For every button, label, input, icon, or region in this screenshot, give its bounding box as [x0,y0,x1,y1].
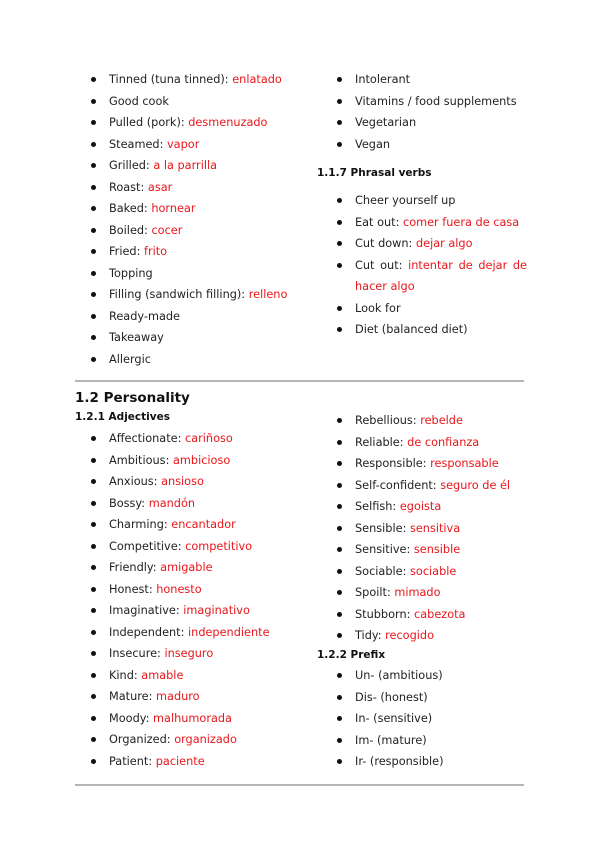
bullet-icon [337,633,342,638]
term-english: Steamed: [109,137,167,151]
list-item [91,729,270,751]
list-item [91,665,270,687]
term-spanish: cabezota [414,607,466,621]
term-english: Sociable: [355,564,411,578]
bullet-icon [91,737,96,742]
term-english: Spoilt: [355,586,395,599]
list-item [91,349,287,371]
term-english: Good cook [109,94,169,108]
list-item [337,112,517,134]
term-spanish: inseguro [164,647,214,660]
adjectives-heading: 1.2.1 Adjectives [75,411,170,423]
term-english: Ambitious: [109,453,173,467]
bullet-icon [91,565,96,570]
term-spanish: sensible [413,543,461,556]
bullet-icon [337,142,342,147]
list-item [91,134,287,156]
bullet-icon [91,501,96,506]
bullet-icon [337,738,342,743]
list-item [91,579,270,601]
list-item [91,112,287,134]
term-spanish: comer fuera de casa [402,215,520,229]
term-english: Independent: [109,625,189,639]
list-item [337,496,510,518]
bullet-icon [337,241,342,246]
term-english: Tinned (tuna tinned): [109,73,233,86]
list-item [91,471,270,493]
list-item [337,410,510,432]
list-item [337,730,444,752]
bullet-icon [91,608,96,613]
term-spanish: intentar de dejar de hacer algo [355,258,527,293]
term-english: Pulled (pork): [109,116,189,129]
bullet-icon [337,306,342,311]
term-spanish: asar [147,180,173,194]
bullet-icon [91,99,96,104]
bullet-icon [91,335,96,340]
bullet-icon [337,483,342,488]
bullet-icon [91,314,96,319]
list-item [91,177,287,199]
list-item [91,263,287,285]
list-item [91,241,287,263]
list-item [91,708,270,730]
adjectives-list-left [91,428,270,772]
list-item [91,622,270,644]
term-spanish: independiente [188,625,270,639]
term-spanish: hornear [151,202,196,215]
list-item [337,665,444,687]
term-spanish: malhumorada [153,711,232,725]
bullet-icon [91,716,96,721]
list-item [91,69,287,91]
bullet-icon [91,249,96,254]
term-english: Ir- (responsible) [355,755,444,768]
term-spanish: amigable [160,561,213,574]
list-item [91,751,270,773]
bullet-icon [91,630,96,635]
term-english: Honest: [109,582,157,596]
bullet-icon [91,544,96,549]
term-english: Mature: [109,690,157,703]
term-spanish: mimado [394,586,441,599]
term-spanish: sociable [410,564,457,578]
list-item [91,284,287,306]
term-spanish: sensitiva [409,521,461,535]
term-spanish: dejar algo [415,237,473,250]
list-item [337,561,510,583]
bullet-icon [337,695,342,700]
term-english: Anxious: [109,475,162,488]
list-item [337,319,527,341]
bullet-icon [91,142,96,147]
term-english: Boiled: [109,223,152,237]
food-list-left [91,69,287,370]
list-item [337,134,517,156]
bullet-icon [337,220,342,225]
list-item [91,198,287,220]
list-item [337,687,444,709]
term-english: Roast: [109,180,148,194]
term-english: Look for [355,301,401,315]
page-bottom-divider [75,784,524,786]
bullet-icon [91,120,96,125]
bullet-icon [337,99,342,104]
term-english: Sensible: [355,521,410,535]
bullet-icon [337,504,342,509]
term-spanish: organizado [174,733,237,746]
term-spanish: ansioso [161,475,204,488]
list-item [91,686,270,708]
term-english: Insecure: [109,647,165,660]
list-item [91,428,270,450]
term-spanish: encantador [171,518,236,531]
bullet-icon [337,327,342,332]
bullet-icon [337,759,342,764]
term-english: Affectionate: [109,432,186,445]
term-english: Rebellious: [355,414,421,427]
list-item [337,298,527,320]
term-english: Grilled: [109,159,154,172]
term-english: Takeaway [109,331,164,344]
term-english: Organized: [109,733,175,746]
term-english: Cheer yourself up [355,194,456,207]
bullet-icon [91,651,96,656]
term-english: Intolerant [355,73,411,86]
term-english: Stubborn: [355,607,415,621]
list-item [91,155,287,177]
term-spanish: relleno [248,288,288,301]
term-english: In- (sensitive) [355,712,433,725]
term-english: Patient: [109,754,156,768]
term-english: Kind: [109,668,142,682]
term-english: Vegan [355,137,391,151]
term-english: Imaginative: [109,604,184,617]
adjectives-list-right [337,410,510,647]
term-spanish: responsable [430,457,499,470]
term-spanish: ambicioso [172,453,231,467]
bullet-icon [337,716,342,721]
term-spanish: seguro de él [440,478,511,492]
list-item [91,643,270,665]
term-spanish: a la parrilla [153,159,218,172]
list-item [337,582,510,604]
list-item [337,69,517,91]
list-item [91,493,270,515]
bullet-icon [91,458,96,463]
list-item [337,91,517,113]
bullet-icon [337,440,342,445]
term-english: Cut out: [355,258,409,272]
list-item [337,708,444,730]
food-list-right [337,69,517,155]
list-item [91,220,287,242]
list-item [337,190,527,212]
term-spanish: honesto [156,582,202,596]
term-spanish: paciente [155,754,205,768]
list-item [91,306,287,328]
term-english: Baked: [109,202,152,215]
bullet-icon [337,418,342,423]
term-spanish: competitivo [185,539,253,553]
term-english: Sensitive: [355,543,414,556]
list-item [337,625,510,647]
bullet-icon [337,77,342,82]
term-english: Dis- (honest) [355,690,428,704]
bullet-icon [337,569,342,574]
term-english: Tidy: [355,629,386,642]
list-item [91,600,270,622]
term-spanish: amable [141,668,184,682]
list-item [337,255,527,298]
list-item [91,91,287,113]
section-divider [75,380,524,382]
term-english: Diet (balanced diet) [355,323,468,336]
bullet-icon [91,292,96,297]
term-spanish: imaginativo [183,604,250,617]
bullet-icon [91,357,96,362]
prefix-heading: 1.2.2 Prefix [317,649,386,661]
list-item [91,327,287,349]
term-spanish: cariñoso [185,432,233,445]
list-item [337,751,444,773]
term-english: Im- (mature) [355,733,427,747]
term-spanish: rebelde [420,414,463,427]
phrasal-verbs-heading: 1.1.7 Phrasal verbs [317,167,432,179]
term-english: Reliable: [355,435,408,449]
term-english: Cut down: [355,237,416,250]
term-english: Competitive: [109,539,186,553]
bullet-icon [91,436,96,441]
bullet-icon [337,526,342,531]
term-spanish: egoista [399,500,442,513]
term-english: Allergic [109,352,151,366]
bullet-icon [91,77,96,82]
list-item [337,539,510,561]
term-spanish: cocer [151,223,183,237]
list-item [337,453,510,475]
bullet-icon [91,479,96,484]
term-english: Responsible: [355,457,431,470]
bullet-icon [91,759,96,764]
term-english: Eat out: [355,215,403,229]
bullet-icon [91,185,96,190]
term-english: Self-confident: [355,478,441,492]
term-english: Un- (ambitious) [355,669,443,682]
bullet-icon [337,612,342,617]
bullet-icon [337,198,342,203]
list-item [337,518,510,540]
term-english: Vitamins / food supplements [355,94,517,108]
bullet-icon [337,590,342,595]
bullet-icon [91,163,96,168]
personality-heading: 1.2 Personality [75,390,190,406]
list-item [91,536,270,558]
term-spanish: enlatado [232,73,282,86]
bullet-icon [337,461,342,466]
term-spanish: vapor [167,137,200,151]
bullet-icon [91,271,96,276]
bullet-icon [91,206,96,211]
list-item [337,432,510,454]
bullet-icon [91,673,96,678]
bullet-icon [337,673,342,678]
prefix-list [337,665,444,773]
bullet-icon [91,228,96,233]
bullet-icon [91,522,96,527]
bullet-icon [337,547,342,552]
term-english: Ready-made [109,309,180,323]
bullet-icon [337,120,342,125]
term-english: Vegetarian [355,116,417,129]
term-spanish: desmenuzado [188,116,268,129]
bullet-icon [91,587,96,592]
list-item [91,557,270,579]
term-english: Topping [109,266,153,280]
term-english: Selfish: [355,500,400,513]
term-english: Friendly: [109,561,161,574]
term-english: Moody: [109,711,154,725]
term-english: Bossy: [109,496,149,510]
list-item [91,450,270,472]
term-spanish: maduro [156,690,200,703]
term-english: Fried: [109,245,144,258]
term-english: Filling (sandwich filling): [109,288,249,301]
list-item [337,212,527,234]
term-spanish: recogido [385,629,434,642]
bullet-icon [337,263,342,268]
list-item [337,475,510,497]
list-item [337,604,510,626]
term-spanish: frito [143,245,168,258]
term-spanish: de confianza [407,435,480,449]
list-item [91,514,270,536]
bullet-icon [91,694,96,699]
term-spanish: mandón [148,496,196,510]
term-english: Charming: [109,518,172,531]
list-item [337,233,527,255]
phrasal-verbs-list [337,190,527,341]
